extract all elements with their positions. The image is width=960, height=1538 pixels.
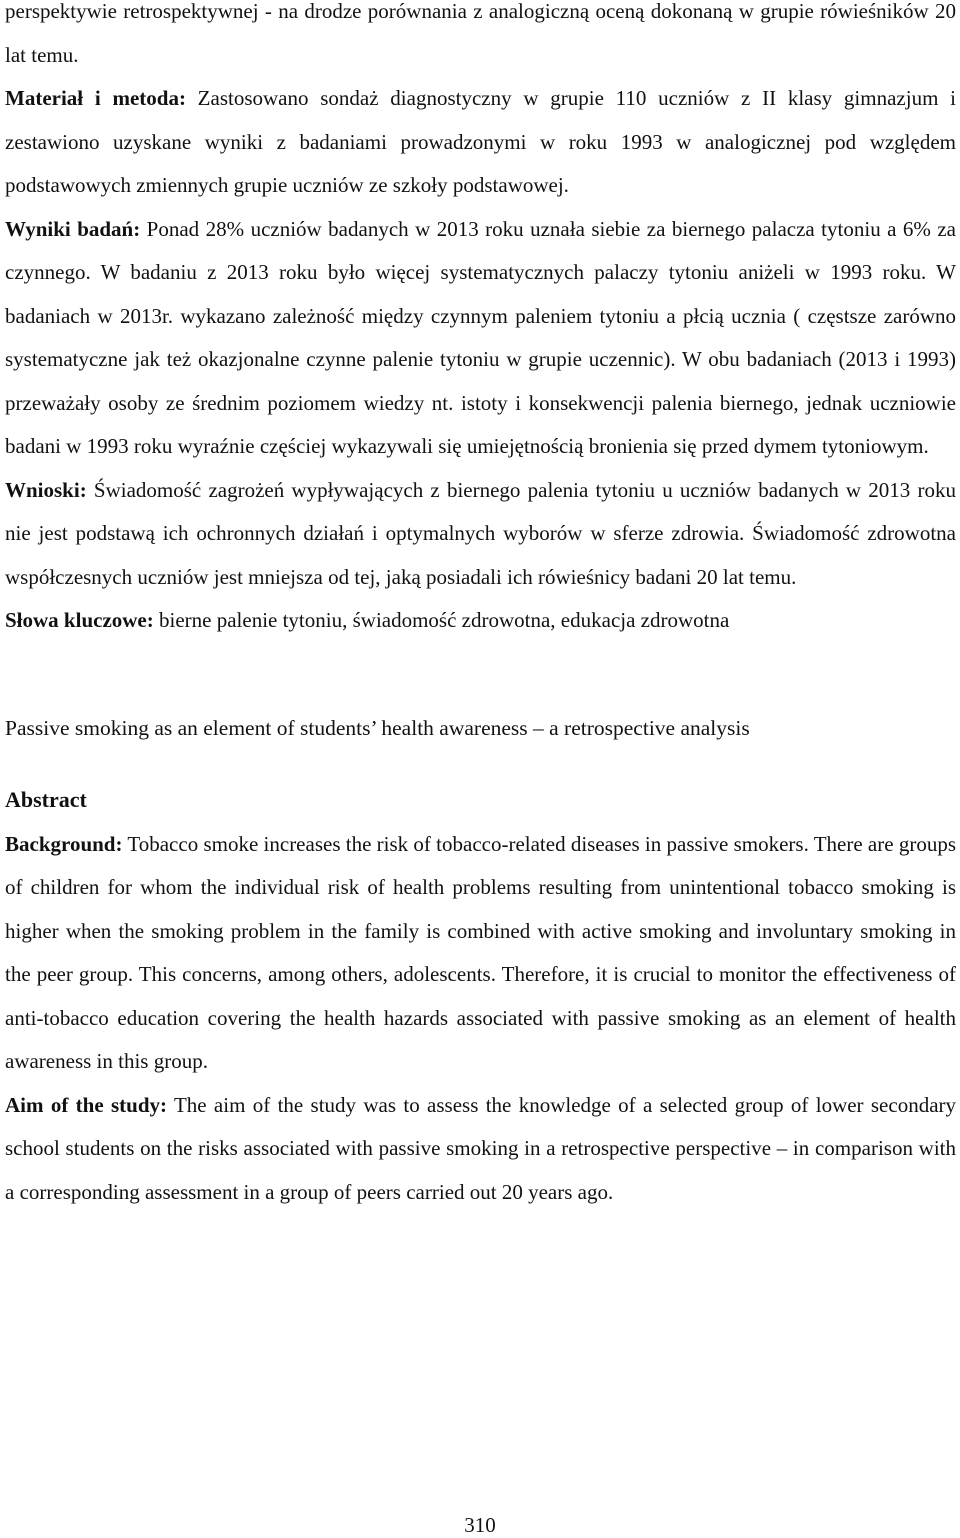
keywords-text: bierne palenie tytoniu, świadomość zdrowotna, edukacja zdrowotna: [153, 608, 730, 632]
page-number: 310: [464, 1513, 496, 1537]
english-abstract: [5, 823, 956, 1215]
conclusions-text: Świadomość zagrożeń wypływających z biernego palenia tytoniu u uczniów badanych w 2013 roku nie jest podstawą ich ochronnych działań i optymalnych wyborów w sferze zdrowia. Świadomość zdrowotna współczesnych uczniów jest mniejsza od tej, jaką posiadali ich rówieśnicy badani 20 lat temu.: [5, 477, 956, 589]
results-label: Wyniki badań:: [5, 216, 141, 241]
aim-label: Aim of the study:: [5, 1092, 167, 1117]
method-text: Zastosowano sondaż diagnostyczny w grupie 110 uczniów z II klasy gimnazjum i zestawiono uzyskane wyniki z badaniami prowadzonymi w roku 1993 w analogicznej pod względem podstawowych zmiennych grupie uczniów ze szkoły podstawowej.: [5, 86, 956, 197]
document-page: [5, 0, 956, 1214]
background-text: Tobacco smoke increases the risk of tobacco-related diseases in passive smokers. There are groups of children for whom the individual risk of health problems resulting from unintentional tobacco smoking is higher when the smoking problem in the family is combined with active smoking and involuntary smoking in the peer group. This concerns, among others, adolescents. Therefore, it is crucial to monitor the effectiveness of anti-tobacco education covering the health hazards associated with passive smoking as an element of health awareness in this group.: [5, 831, 956, 1073]
keywords-paragraph: [5, 599, 956, 643]
method-label: Materiał i metoda:: [5, 86, 186, 110]
keywords-label: Słowa kluczowe:: [5, 608, 154, 632]
english-title: Passive smoking as an element of students’ health awareness – a retrospective analysis: [5, 715, 750, 740]
background-paragraph: [5, 823, 956, 1084]
aim-paragraph: [5, 1084, 956, 1215]
results-text: Ponad 28% uczniów badanych w 2013 roku uznała siebie za biernego palacza tytoniu a 6% za czynnego. W badaniu z 2013 roku było więcej systematycznych palaczy tytoniu aniżeli w 1993 roku. W badaniach w 2013r. wykazano zależność między czynnym paleniem tytoniu a płcią ucznia ( częstsze zarówno systematyczne jak też okazjonalne czynne palenie tytoniu w grupie uczennic). W obu badaniach (2013 i 1993) przeważały osoby ze średnim poziomem wiedzy nt. istoty i konsekwencji palenia biernego, jednak uczniowie badani w 1993 roku wyraźnie częściej wykazywali się umiejętnością bronienia się przed dymem tytoniowym.: [5, 216, 956, 458]
background-label: Background:: [5, 831, 123, 856]
results-paragraph: [5, 208, 956, 469]
conclusions-paragraph: [5, 469, 956, 600]
intro-paragraph: [5, 0, 956, 77]
method-paragraph: [5, 77, 956, 208]
intro-text: perspektywie retrospektywnej - na drodze porównania z analogiczną oceną dokonaną w grupie rówieśników 20 lat temu.: [5, 0, 956, 67]
aim-text: The aim of the study was to assess the knowledge of a selected group of lower secondary school students on the risks associated with passive smoking in a retrospective perspective – in comparison with a corresponding assessment in a group of peers carried out 20 years ago.: [5, 1092, 957, 1204]
conclusions-label: Wnioski:: [5, 477, 87, 502]
abstract-heading: Abstract: [5, 786, 87, 812]
